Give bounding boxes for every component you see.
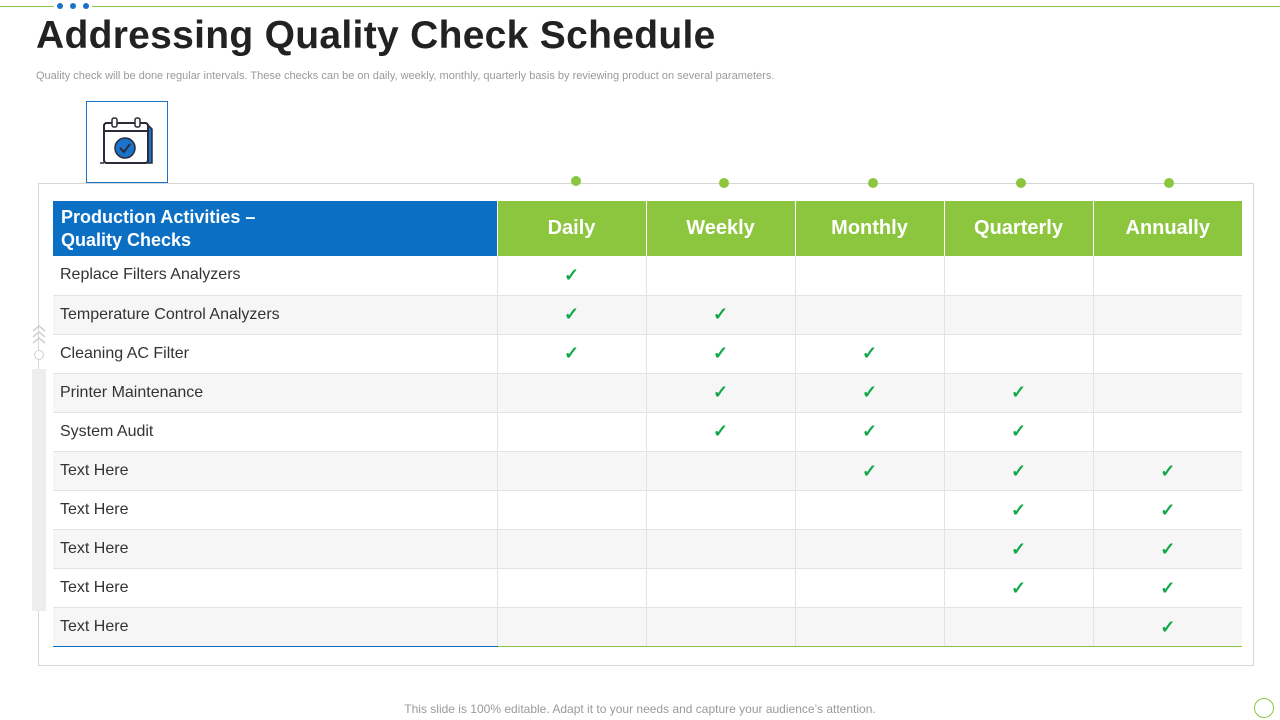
column-header-weekly: Weekly (646, 201, 795, 256)
column-header-quarterly: Quarterly (944, 201, 1093, 256)
chevron-up-icon (32, 322, 46, 348)
calendar-icon-box (86, 101, 168, 183)
table-row (53, 295, 1242, 334)
cell-monthly (795, 608, 944, 647)
row-label: Printer Maintenance (53, 373, 497, 412)
cell-weekly (646, 373, 795, 412)
side-scroll-indicator (32, 322, 46, 612)
table-row (53, 451, 1242, 490)
page-subtitle: Quality check will be done regular intervals. These checks can be on daily, weekly, monthly, quarterly basis by reviewing product on several parameters. (36, 70, 775, 82)
cell-weekly (646, 412, 795, 451)
row-label: Cleaning AC Filter (53, 334, 497, 373)
corner-circle-decoration (1254, 698, 1274, 718)
row-label: Text Here (53, 530, 497, 569)
cell-weekly (646, 334, 795, 373)
column-dot-monthly (868, 178, 878, 188)
cell-weekly (646, 256, 795, 295)
row-label: Text Here (53, 491, 497, 530)
cell-daily (497, 295, 646, 334)
cell-quarterly (944, 530, 1093, 569)
cell-weekly (646, 608, 795, 647)
table-header-row (53, 201, 1242, 256)
dot-2 (70, 3, 76, 9)
checkmark-icon: ✓ (1160, 577, 1176, 598)
cell-annually (1093, 334, 1242, 373)
cell-monthly (795, 412, 944, 451)
cell-monthly (795, 334, 944, 373)
checkmark-icon: ✓ (1160, 499, 1176, 520)
cell-annually (1093, 412, 1242, 451)
checkmark-icon: ✓ (1160, 460, 1176, 481)
checkmark-icon: ✓ (1010, 577, 1027, 598)
row-label: System Audit (53, 412, 497, 451)
cell-annually (1093, 608, 1242, 647)
checkmark-icon: ✓ (1010, 382, 1027, 403)
table-row (53, 569, 1242, 608)
checkmark-icon: ✓ (712, 304, 729, 325)
cell-weekly (646, 491, 795, 530)
cell-weekly (646, 569, 795, 608)
table-row (53, 412, 1242, 451)
row-label: Text Here (53, 451, 497, 490)
row-label: Text Here (53, 608, 497, 647)
footer-note: This slide is 100% editable. Adapt it to your needs and capture your audience’s attention. (404, 702, 876, 716)
column-header-annually: Annually (1093, 201, 1242, 256)
cell-monthly (795, 373, 944, 412)
cell-monthly (795, 451, 944, 490)
checkmark-icon: ✓ (1010, 460, 1027, 481)
checkmark-icon: ✓ (563, 343, 580, 364)
dot-3 (83, 3, 89, 9)
checkmark-icon: ✓ (1010, 499, 1027, 520)
cell-weekly (646, 295, 795, 334)
activity-header-line2: Quality Checks (61, 229, 192, 250)
cell-monthly (795, 530, 944, 569)
checkmark-icon: ✓ (1010, 421, 1027, 442)
cell-quarterly (944, 295, 1093, 334)
scroll-knob (34, 350, 44, 360)
cell-quarterly (944, 608, 1093, 647)
cell-daily (497, 608, 646, 647)
table-body (53, 256, 1242, 647)
scroll-track (32, 369, 46, 611)
table-row (53, 334, 1242, 373)
cell-annually (1093, 256, 1242, 295)
cell-quarterly (944, 569, 1093, 608)
table-row (53, 491, 1242, 530)
activity-header-line1: Production Activities – (61, 206, 256, 227)
cell-quarterly (944, 491, 1093, 530)
row-label: Temperature Control Analyzers (53, 295, 497, 334)
checkmark-icon: ✓ (1160, 616, 1176, 637)
dot-1 (57, 3, 63, 9)
column-dot-daily (571, 176, 581, 186)
table-row (53, 608, 1242, 647)
column-header-monthly: Monthly (795, 201, 944, 256)
table-row (53, 530, 1242, 569)
cell-annually (1093, 530, 1242, 569)
cell-quarterly (944, 334, 1093, 373)
activity-header (53, 201, 497, 256)
checkmark-icon: ✓ (861, 382, 878, 403)
cell-monthly (795, 295, 944, 334)
cell-quarterly (944, 412, 1093, 451)
checkmark-icon: ✓ (712, 382, 729, 403)
checkmark-icon: ✓ (1160, 538, 1176, 559)
cell-daily (497, 412, 646, 451)
cell-daily (497, 491, 646, 530)
checkmark-icon: ✓ (712, 343, 729, 364)
checkmark-icon: ✓ (1010, 538, 1027, 559)
row-label: Replace Filters Analyzers (53, 256, 497, 295)
cell-daily (497, 451, 646, 490)
cell-daily (497, 373, 646, 412)
cell-daily (497, 256, 646, 295)
cell-daily (497, 569, 646, 608)
cell-quarterly (944, 451, 1093, 490)
column-dot-annually (1164, 178, 1174, 188)
cell-annually (1093, 373, 1242, 412)
checkmark-icon: ✓ (712, 421, 729, 442)
cell-weekly (646, 530, 795, 569)
top-divider-line (0, 6, 1280, 7)
checkmark-icon: ✓ (861, 421, 878, 442)
table-row (53, 373, 1242, 412)
cell-daily (497, 530, 646, 569)
cell-quarterly (944, 256, 1093, 295)
cell-monthly (795, 256, 944, 295)
cell-annually (1093, 295, 1242, 334)
page-title: Addressing Quality Check Schedule (36, 14, 716, 57)
table-row (53, 256, 1242, 295)
column-header-daily: Daily (497, 201, 646, 256)
calendar-check-icon (98, 117, 156, 167)
cell-daily (497, 334, 646, 373)
column-dot-quarterly (1016, 178, 1026, 188)
row-label: Text Here (53, 569, 497, 608)
cell-monthly (795, 569, 944, 608)
checkmark-icon: ✓ (563, 304, 580, 325)
cell-weekly (646, 451, 795, 490)
cell-annually (1093, 451, 1242, 490)
checkmark-icon: ✓ (861, 460, 878, 481)
quality-check-table (53, 201, 1242, 647)
checkmark-icon: ✓ (563, 264, 580, 285)
cell-quarterly (944, 373, 1093, 412)
checkmark-icon: ✓ (861, 343, 878, 364)
column-dot-weekly (719, 178, 729, 188)
decorative-dots (54, 3, 92, 9)
cell-annually (1093, 569, 1242, 608)
cell-monthly (795, 491, 944, 530)
cell-annually (1093, 491, 1242, 530)
